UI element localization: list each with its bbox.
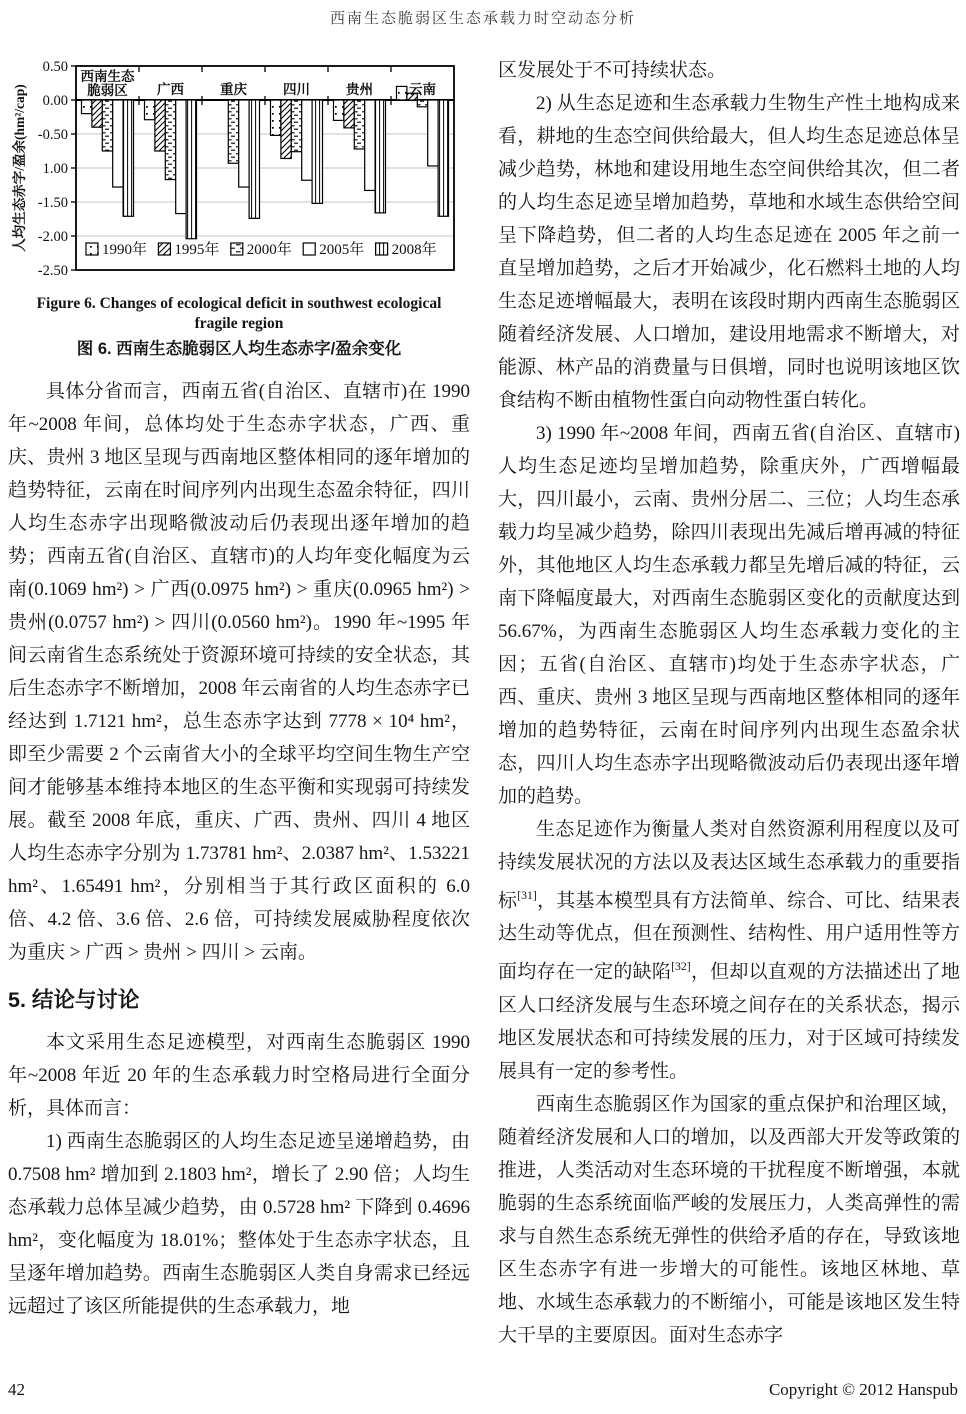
bar [428,100,438,166]
paragraph-footprint-discussion: 生态足迹作为衡量人类对自然资源利用程度以及可持续发展状况的方法以及表达区域生态承载力的重要指标[31]，其基本模型具有方法简单、综合、可比、结果表达生动等优点，但在预测性、结构性、用户适用性等方面均存在一定的缺陷[32]，但却以直观的方法描述出了地区人口经济发展与生态环境之间存在的关系状态，揭示地区发展状态和可持续发展的压力，对于区域可持续发展具有一定的参考性。 [498,819,960,1082]
paragraph-conclusion-point3: 3) 1990 年~2008 年间，西南五省(自治区、直辖市)人均生态足迹均呈增加趋势，除重庆外，广西增幅最大，四川最小，云南、贵州分居二、三位；人均生态承载力均呈减少趋势，除四川表现出先减后增再减的特征外，其他地区人均生态承载力都呈先增后减的特征，云南下降幅度最大，对西南生态脆弱区变化的贡献度达到 56.67%，为西南生态脆弱区人均生态承载力变化的主因；五省(自治区、直辖市)均处于生态赤字状态，广西、重庆、贵州 3 地区呈现与西南地区整体相同的逐年增加的趋势特征，云南在时间序列内出现生态盈余状态，四川人均生态赤字出现略微波动后仍表现出逐年增加的趋势。 [498,423,960,807]
legend-label: 1995年 [174,242,220,258]
y-tick-label: -1.50 [37,195,68,211]
legend-swatch-1990年 [86,243,98,255]
legend-label: 1990年 [102,242,148,258]
paragraph-conclusion-point2: 2) 从生态足迹和生态承载力生物生产性土地构成来看，耕地的生态空间供给最大，但人均生态足迹总体呈减少趋势，林地和建设用地生态空间供给其次，但二者的人均生态足迹呈增加趋势，草地和水域生态供给空间呈下降趋势，但二者的人均生态足迹在 2005 年之前一直呈增加趋势，之后才开始减少，化石燃料土地的人均生态足迹增幅最大，表明在该段时期内西南生态脆弱区随着经济发展、人口增加，建设用地需求不断增大，对能源、林产品的消费量与日俱增，同时也说明该地区饮食结构不断由植物性蛋白向动物性蛋白转化。 [498,93,960,411]
bar [281,100,291,158]
section5-heading: 5. 结论与讨论 [8,988,140,1012]
y-tick-label: -2.50 [37,263,68,279]
bar [354,100,364,149]
bar [176,100,186,214]
bar [102,100,112,151]
bar [365,100,375,190]
category-label: 四川 [283,82,310,97]
bar [92,100,102,127]
paragraph-province-analysis: 具体分省而言，西南五省(自治区、直辖市)在 1990 年~2008 年间，总体均处于生态赤字状态，广西、重庆、贵州 3 地区呈现与西南地区整体相同的逐年增加的趋势特征，云南在时间序列内出现生态盈余特征，四川人均生态赤字出现略微波动后仍表现出逐年增加的趋势；西南五省(自治区、直辖市)的人均年变化幅度为云南(0.1069 hm²) > 广西(0.0975 hm²) > 重庆(0.0965 hm²) > 贵州(0.0757 hm²) > 四川(0.0560 hm²)。1990 年~1995 年间云南省生态系统处于资源环境可持续的安全状态，其后生态赤字不断增加，2008 年云南省的人均生态赤字已经达到 1.7121 hm²，总生态赤字达到 7778 × 10⁴ hm²，即至少需要 2 个云南省大小的全球平均空间生物生产空间才能够基本维持本地区的生态平衡和实现弱可持续发展。截至 2008 年底，重庆、广西、贵州、四川 4 地区人均生态赤字分别为 1.73781 hm²、2.0387 hm²、1.53221 hm²、1.65491 hm²，分别相当于其行政区面积的 6.0 倍、4.2 倍、3.6 倍、2.6 倍，可持续发展威胁程度依次为重庆 > 广西 > 贵州 > 四川 > 云南。 [8,381,470,963]
category-label: 脆弱区 [87,83,128,98]
paragraph-region-discussion: 西南生态脆弱区作为国家的重点保护和治理区域，随着经济发展和人口的增加，以及西部大开发等政策的推进，人类活动对生态环境的干扰程度不断增强，本就脆弱的生态系统面临严峻的发展压力，人类高弹性的需求与自然生态系统无弹性的供给矛盾的存在，导致该地区生态赤字有进一步增大的可能性。该地区林地、草地、水域生态承载力的不断缩小，可能是该地区发生特大干旱的主要原因。面对生态赤字 [498,1093,960,1346]
y-tick-label: 0.00 [42,93,68,109]
y-tick-label: 0.50 [42,59,68,75]
figure6-caption-chinese: 图 6. 西南生态脆弱区人均生态赤字/盈余变化 [76,340,402,358]
legend-label: 2005年 [319,242,365,258]
category-label: 西南生态 [80,69,135,84]
running-head-title: 西南生态脆弱区生态承载力时空动态分析 [329,11,636,27]
bar [302,100,312,180]
bar [82,100,92,114]
category-label: 重庆 [220,82,247,97]
bar [228,100,238,163]
left-column [8,54,470,1323]
bar [397,86,407,100]
y-tick-label: 1.00 [42,161,68,177]
paragraph-point1-continued: 区发展处于不可持续状态。 [498,60,727,81]
bar [312,100,322,203]
bar [271,100,281,135]
legend-swatch-2008年 [376,243,388,255]
bar [239,100,249,187]
legend-label: 2000年 [246,242,292,258]
y-tick-label: -2.00 [37,229,68,245]
figure6-block [10,54,462,288]
bar [155,100,165,151]
legend-swatch-2005年 [303,243,315,255]
bar [334,100,344,120]
bar [375,100,385,213]
category-label: 广西 [157,82,184,97]
bar [113,100,123,187]
bar [165,100,175,180]
figure6-bar-chart [10,54,462,288]
y-tick-label: -0.50 [37,127,68,143]
figure6-caption [19,294,459,361]
category-label: 云南 [409,82,436,97]
legend-label: 2008年 [391,242,437,258]
y-axis-title: 人均生态赤字/盈余(hm²/cap) [12,84,27,252]
page-number: 42 [8,1380,25,1399]
legend-swatch-1995年 [158,243,170,255]
bar [438,100,448,216]
bar [417,100,427,107]
legend-swatch-2000年 [231,243,243,255]
paragraph-conclusion-point1: 1) 西南生态脆弱区的人均生态足迹呈递增趋势，由 0.7508 hm² 增加到 2.1803 hm²，增长了 2.90 倍；人均生态承载力总体呈减少趋势，由 0.5728 hm² 下降到 0.4696 hm²，变化幅度为 18.01%；整体处于生态赤字状态，且呈逐年增加趋势。西南生态脆弱区人类自身需求已经远远超过了该区所能提供的生态承载力，地 [8,1131,470,1317]
paragraph-conclusion-intro: 本文采用生态足迹模型，对西南生态脆弱区 1990 年~2008 年近 20 年的生态承载力时空格局进行全面分析，具体而言： [8,1032,470,1119]
bar [123,100,133,216]
copyright-notice: Copyright © 2012 Hanspub [768,1380,958,1399]
bar [145,100,155,120]
right-column [498,54,960,1352]
category-label: 贵州 [346,82,373,97]
bar [344,100,354,128]
figure6-caption-english: Figure 6. Changes of ecological deficit in southwest ecological fragile region [36,295,442,332]
bar [291,100,301,152]
bar [186,100,196,239]
bar [249,100,259,218]
